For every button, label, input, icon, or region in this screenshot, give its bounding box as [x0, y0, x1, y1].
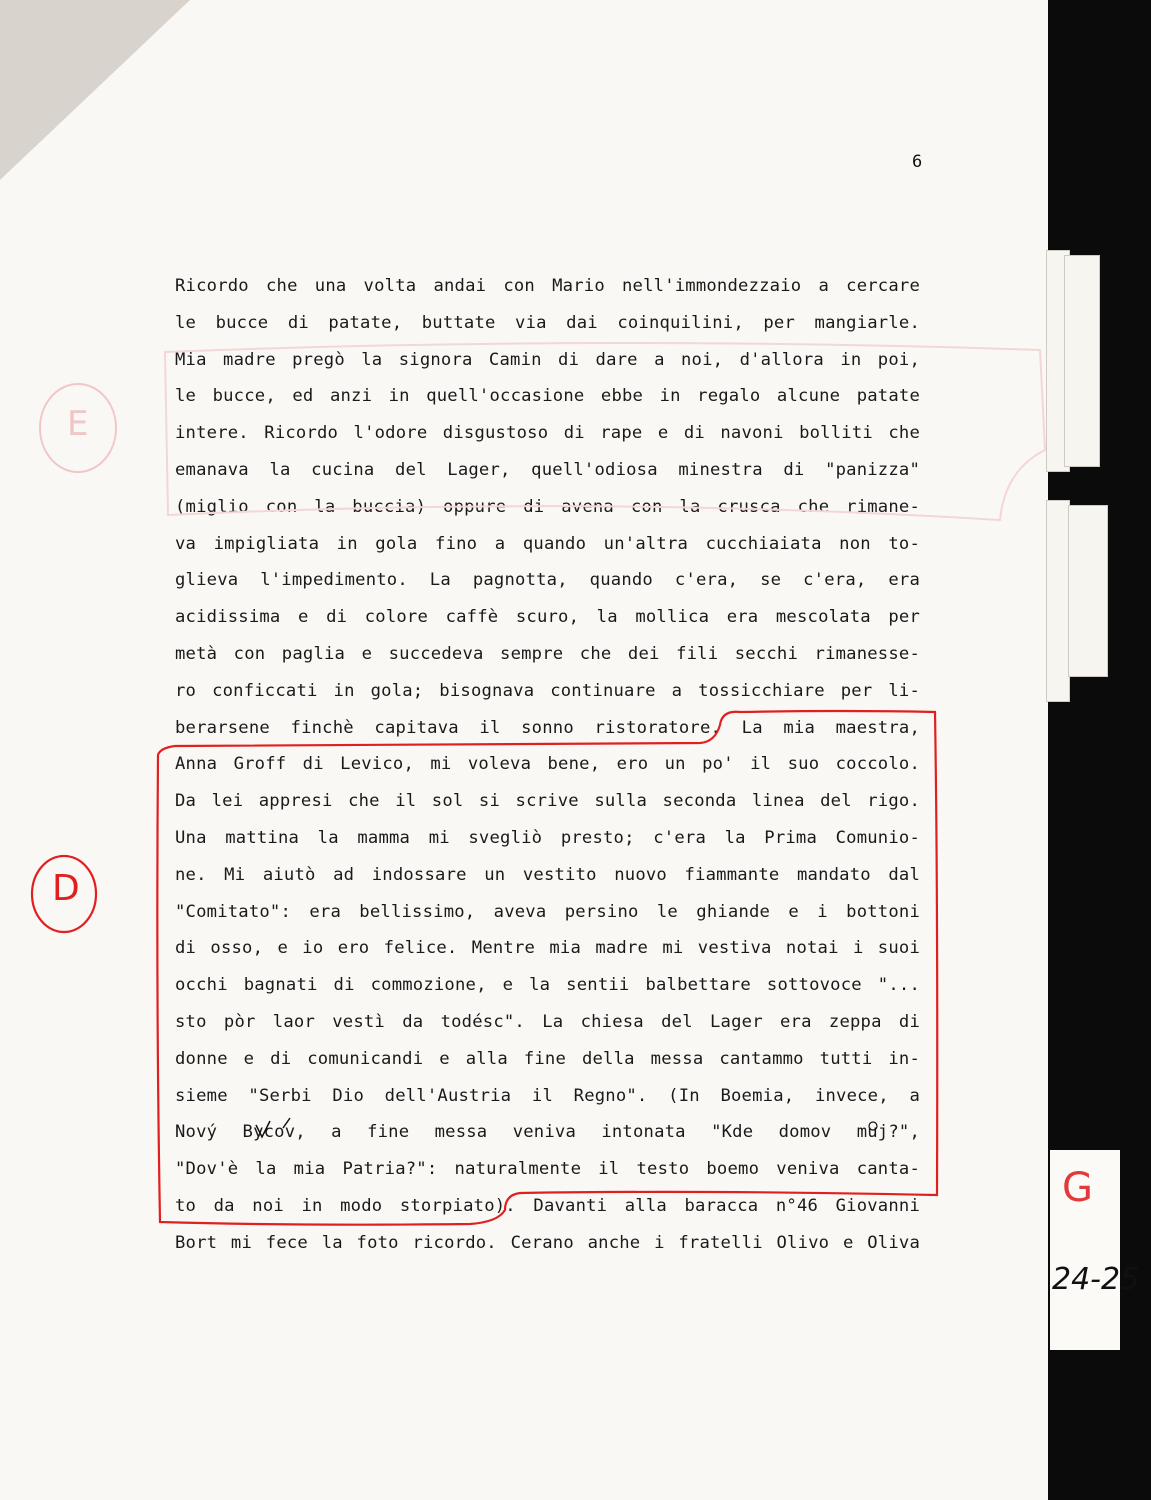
caron-mark: [256, 1121, 270, 1137]
page-number: 6: [912, 152, 923, 172]
text-line: Ricordo che una volta andai con Mario nell'immondezzaio a cercare: [175, 276, 920, 296]
faint-highlight-box: [165, 343, 1045, 520]
text-line: le bucce di patate, buttate via dai coinquilini, per mangiarle.: [175, 312, 920, 333]
text-line: ne. Mi aiutò ad indossare un vestito nuovo fiammante mandato dal: [175, 864, 920, 885]
tab-label-g: G: [1062, 1165, 1093, 1211]
text-line: occhi bagnati di commozione, e la sentii balbettare sottovoce "...: [175, 975, 920, 996]
text-line: emanava la cucina del Lager, quell'odiosa minestra di "panizza": [175, 459, 920, 480]
text-line: acidissima e di colore caffè scuro, la mollica era mescolata per: [175, 607, 920, 628]
text-line: sieme "Serbi Dio dell'Austria il Regno". (In Boemia, invece, a: [175, 1085, 920, 1106]
text-line: to da noi in modo storpiato). Davanti alla baracca n°46 Giovanni: [175, 1195, 920, 1216]
text-line: Una mattina la mamma mi svegliò presto; c'era la Prima Comunio-: [175, 827, 920, 848]
text-line: intere. Ricordo l'odore disgustoso di rape e di navoni bolliti che: [175, 423, 920, 444]
accent-mark: [283, 1118, 290, 1128]
text-line: Nový Bycov, a fine messa veniva intonata "Kde domov muj?",: [175, 1122, 920, 1143]
text-line: Da lei appresi che il sol si scrive sulla seconda linea del rigo.: [175, 791, 920, 812]
margin-mark-d: D: [52, 868, 80, 909]
ring-mark: [869, 1122, 877, 1130]
text-line: Bort mi fece la foto ricordo. Cerano anche i fratelli Olivo e Oliva: [175, 1232, 920, 1253]
text-line: le bucce, ed anzi in quell'occasione ebbe in regalo alcune patate: [175, 386, 920, 407]
text-line: (miglio con la buccia) oppure di avena con la crusca che rimane-: [175, 496, 920, 517]
faint-circle-e: [40, 384, 116, 472]
text-line: ro conficcati in gola; bisognava continuare a tossicchiare per li-: [175, 680, 920, 701]
red-bracket-outline: [157, 711, 937, 1225]
text-line: Anna Groff di Levico, mi voleva bene, ero un po' il suo coccolo.: [175, 754, 920, 775]
text-line: di osso, e io ero felice. Mentre mia madre mi vestiva notai i suoi: [175, 938, 920, 959]
text-line: "Dov'è la mia Patria?": naturalmente il testo boemo veniva canta-: [175, 1159, 920, 1180]
text-line: "Comitato": era bellissimo, aveva persino le ghiande e i bottoni: [175, 901, 920, 922]
text-line: donne e di comunicandi e alla fine della messa cantammo tutti in-: [175, 1048, 920, 1069]
text-line: metà con paglia e succedeva sempre che dei fili secchi rimanesse-: [175, 643, 920, 664]
text-line: Mia madre pregò la signora Camin di dare a noi, d'allora in poi,: [175, 349, 920, 370]
text-line: sto pòr laor vestì da todésc". La chiesa del Lager era zeppa di: [175, 1011, 920, 1032]
faint-margin-mark-e: E: [67, 404, 89, 444]
text-line: berarsene finchè capitava il sonno ristoratore. La mia maestra,: [175, 717, 920, 738]
tab-reference-number: 24-25: [1052, 1262, 1140, 1297]
text-line: va impigliata in gola fino a quando un'altra cucchiaiata non to-: [175, 533, 920, 554]
text-line: glieva l'impedimento. La pagnotta, quando c'era, se c'era, era: [175, 570, 920, 591]
